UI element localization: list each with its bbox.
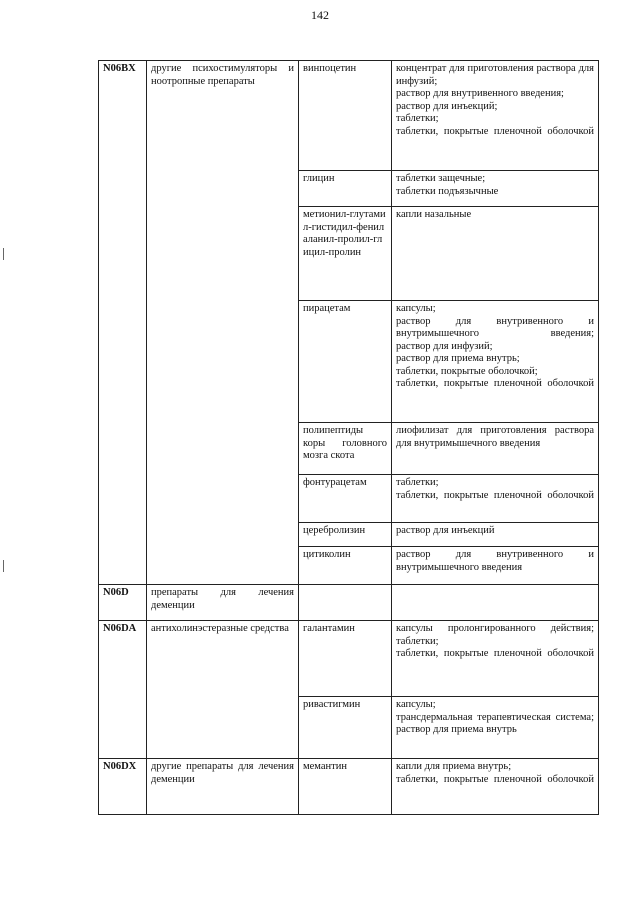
margin-mark [3, 248, 4, 260]
dosage-form-line: таблетки, покрытые оболочкой; [396, 365, 538, 377]
dosage-form-line: капсулы пролонгированного действия; [396, 623, 594, 634]
dosage-form-line: трансдермальная терапевтическая система; [396, 711, 594, 723]
drug-name-cell: цитиколин [299, 547, 392, 585]
dosage-forms-cell [392, 585, 599, 621]
dosage-form-line: раствор для внутривенного введения; [396, 88, 564, 99]
dosage-form-line: таблетки, покрытые пленочной оболочкой [396, 489, 594, 501]
dosage-form-line: концентрат для приготовления раствора для инфузий; [396, 63, 594, 87]
atc-code-cell: N06BX [99, 61, 147, 585]
dosage-form-line: капли для приема внутрь; [396, 761, 512, 772]
drug-name-cell: мемантин [299, 759, 392, 815]
dosage-forms-cell [392, 475, 599, 523]
dosage-forms-cell [392, 621, 599, 697]
table-row [99, 759, 599, 815]
dosage-forms-cell [392, 697, 599, 759]
table-row [99, 585, 599, 621]
dosage-form-line: таблетки, покрытые пленочной оболочкой [396, 773, 594, 785]
dosage-forms-cell [392, 207, 599, 301]
drug-name-cell: полипептиды коры головного мозга скота [299, 423, 392, 475]
drug-name-cell: пирацетам [299, 301, 392, 423]
dosage-forms-cell [392, 423, 599, 475]
group-name-cell: антихолинэстеразные средства [147, 621, 299, 759]
dosage-forms-cell [392, 301, 599, 423]
drug-name-cell: винпоцетин [299, 61, 392, 171]
atc-code-cell: N06DA [99, 621, 147, 759]
dosage-form-line: таблетки, покрытые пленочной оболочкой [396, 648, 594, 659]
dosage-form-line: таблетки, покрытые пленочной оболочкой [396, 125, 594, 137]
dosage-form-line: капсулы; [396, 699, 436, 710]
group-name-cell: препараты для лечения деменции [147, 585, 299, 621]
drug-name-cell: церебролизин [299, 523, 392, 547]
drug-table [98, 60, 599, 815]
dosage-form-line: раствор для приема внутрь; [396, 353, 520, 364]
dosage-form-line: раствор для приема внутрь [396, 724, 517, 735]
atc-code-cell: N06D [99, 585, 147, 621]
dosage-forms-cell [392, 61, 599, 171]
dosage-form-line: таблетки защечные; [396, 173, 486, 184]
dosage-forms-cell [392, 523, 599, 547]
dosage-forms-cell [392, 759, 599, 815]
dosage-form-line: таблетки; [396, 477, 439, 488]
dosage-forms-cell [392, 171, 599, 207]
dosage-form-line: таблетки; [396, 113, 439, 124]
dosage-form-line: капсулы; [396, 303, 436, 314]
page-number: 142 [311, 8, 329, 22]
dosage-form-line: раствор для инъекций [396, 525, 495, 536]
table-row [99, 621, 599, 697]
dosage-form-line: капли назальные [396, 209, 472, 220]
dosage-forms-cell [392, 547, 599, 585]
drug-name-cell: метионил-глутамил-гистидил-фенилаланил-пролил-глицил-пролин [299, 207, 392, 301]
table-row [99, 61, 599, 171]
dosage-form-line: раствор для внутривенного и внутримышечного введения [396, 549, 594, 573]
dosage-form-line: таблетки подъязычные [396, 185, 499, 197]
drug-name-cell [299, 585, 392, 621]
atc-code-cell: N06DX [99, 759, 147, 815]
dosage-form-line: таблетки; [396, 635, 439, 647]
group-name-cell: другие препараты для лечения деменции [147, 759, 299, 815]
dosage-form-line: лиофилизат для приготовления раствора для внутримышечного введения [396, 425, 594, 449]
margin-mark [3, 560, 4, 572]
drug-name-cell: ривастигмин [299, 697, 392, 759]
group-name-cell: другие психостимуляторы и ноотропные препараты [147, 61, 299, 585]
dosage-form-line: раствор для инъекций; [396, 100, 498, 112]
dosage-form-line: раствор для инфузий; [396, 340, 493, 352]
drug-name-cell: галантамин [299, 621, 392, 697]
dosage-form-line: раствор для внутривенного и внутримышечного введения; [396, 315, 594, 339]
drug-name-cell: фонтурацетам [299, 475, 392, 523]
dosage-form-line: таблетки, покрытые пленочной оболочкой [396, 378, 594, 389]
drug-name-cell: глицин [299, 171, 392, 207]
